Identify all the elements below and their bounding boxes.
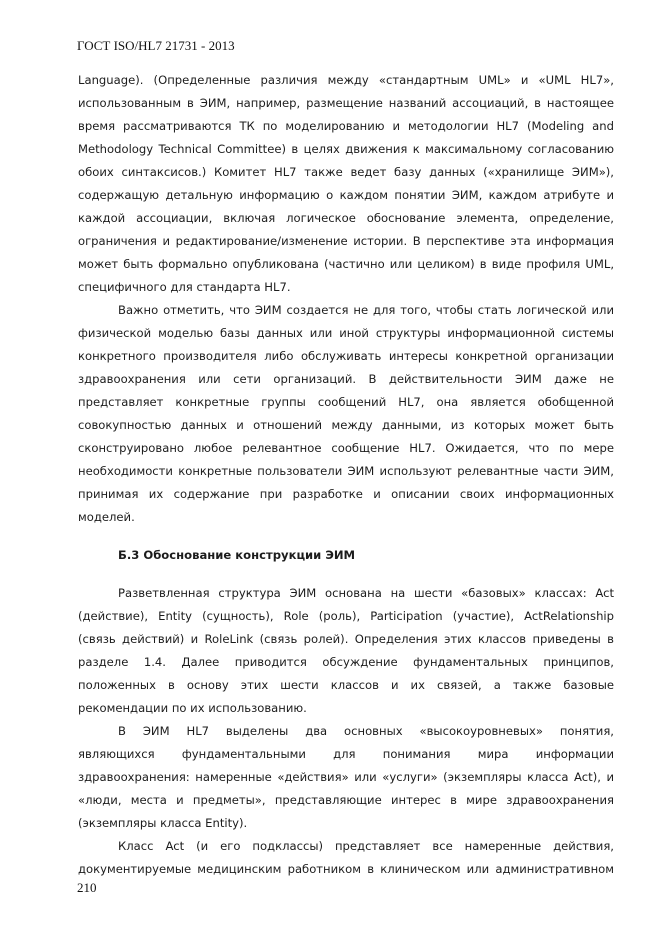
- text-line: (действие), Entity (сущность), Role (роль), Participation (участие), ActRelationship: [78, 609, 614, 623]
- text-line: совокупностью данных и отношений между данными, из которых может быть: [78, 418, 614, 432]
- text-line: представляет конкретные группы сообщений HL7, она является обобщенной: [78, 395, 614, 409]
- text-line: каждой ассоциации, включая логическое обоснование элемента, определение,: [78, 211, 614, 225]
- text-line: может быть формально опубликована (частично или целиком) в виде профиля UML,: [78, 257, 614, 271]
- text-line: Класс Act (и его подклассы) представляет все намеренные действия,: [118, 839, 614, 853]
- text-line: моделей.: [78, 510, 135, 524]
- body-text: [78, 69, 614, 881]
- text-line: здравоохранения: намеренные «действия» или «услуги» (экземпляры класса Act), и: [78, 770, 614, 784]
- text-line: «люди, места и предметы», представляющие интерес в мире здравоохранения: [78, 793, 614, 807]
- text-line: Разветвленная структура ЭИМ основана на шести «базовых» классах: Act: [118, 586, 614, 600]
- text-line: обоих синтаксисов.) Комитет HL7 также ведет базу данных («хранилище ЭИМ»),: [78, 165, 614, 179]
- page-number: 210: [77, 880, 97, 895]
- text-line: (связь действий) и RoleLink (связь ролей). Определения этих классов приведены в: [78, 632, 614, 646]
- text-line: специфичного для стандарта HL7.: [78, 280, 291, 294]
- text-line: являющихся фундаментальными для понимания мира информации: [78, 747, 614, 761]
- text-line: время рассматриваются ТК по моделированию и методологии HL7 (Modeling and: [78, 119, 614, 133]
- text-line: В ЭИМ HL7 выделены два основных «высокоуровневых» понятия,: [118, 724, 614, 738]
- text-line: необходимости конкретные пользователи ЭИМ используют релевантные части ЭИМ,: [78, 464, 614, 478]
- text-line: положенных в основу этих шести классов и их связей, а также базовые: [78, 678, 614, 692]
- text-line: содержащую детальную информацию о каждом понятии ЭИМ, каждом атрибуте и: [78, 188, 614, 202]
- text-line: ограничения и редактирование/изменение истории. В перспективе эта информация: [78, 234, 614, 248]
- text-line: физической моделью базы данных или иной структуры информационной системы: [78, 326, 614, 340]
- text-line: разделе 1.4. Далее приводится обсуждение фундаментальных принципов,: [78, 655, 614, 669]
- text-line: конкретного производителя либо обслуживать интересы конкретной организации: [78, 349, 614, 363]
- spacer: [78, 569, 614, 582]
- text-line: (экземпляры класса Entity).: [78, 816, 248, 830]
- spacer: [78, 529, 614, 542]
- text-line: использованным в ЭИМ, например, размещение названий ассоциаций, в настоящее: [78, 96, 614, 110]
- text-line: документируемые медицинским работником в клиническом или административном: [78, 862, 614, 876]
- text-line: рекомендации по их использованию.: [78, 701, 307, 715]
- text-line: Methodology Technical Committee) в целях движения к максимальному согласованию: [78, 142, 614, 156]
- text-line: Language). (Определенные различия между «стандартным UML» и «UML HL7»,: [78, 73, 614, 87]
- text-line: принимая их содержание при разработке и описании своих информационных: [78, 487, 614, 501]
- text-line: сконструировано любое релевантное сообщение HL7. Ожидается, что по мере: [78, 441, 614, 455]
- document-header: ГОСТ ISO/HL7 21731 - 2013: [77, 38, 235, 53]
- section-heading: Б.3 Обоснование конструкции ЭИМ: [118, 548, 356, 562]
- text-line: Важно отметить, что ЭИМ создается не для того, чтобы стать логической или: [118, 303, 614, 317]
- text-line: здравоохранения или сети организаций. В действительности ЭИМ даже не: [78, 372, 614, 386]
